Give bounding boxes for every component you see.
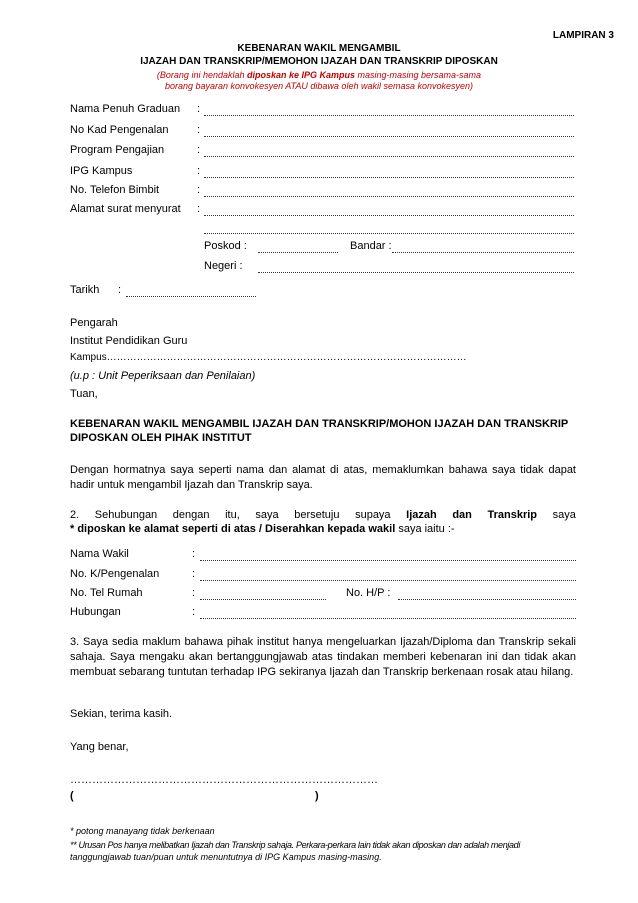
subject-line2: DIPOSKAN OLEH PIHAK INSTITUT bbox=[70, 432, 252, 444]
recipient-attention: (u.p : Unit Peperiksaan dan Penilaian) bbox=[70, 370, 256, 382]
rep-home-tel-field[interactable] bbox=[200, 599, 326, 600]
rep-name-field[interactable] bbox=[200, 560, 576, 561]
closing-thanks: Sekian, terima kasih. bbox=[70, 708, 173, 720]
postcode-field[interactable] bbox=[258, 252, 338, 253]
postcode-label: Poskod : bbox=[204, 240, 247, 252]
colon: : bbox=[197, 203, 201, 215]
colon: : bbox=[192, 548, 196, 560]
rep-relation-field[interactable] bbox=[200, 618, 576, 619]
footnote-2: ** Urusan Pos hanya melibatkan Ijazah dan Transkrip sahaja. Perkara-perkara lain tidak akan diposkan dan adalah menjadi bbox=[70, 840, 520, 850]
state-field[interactable] bbox=[258, 272, 574, 273]
colon: : bbox=[197, 165, 201, 177]
colon: : bbox=[197, 184, 201, 196]
campus-field[interactable] bbox=[204, 177, 574, 178]
form-title-line2: IJAZAH DAN TRANSKRIP/MEMOHON IJAZAH DAN TRANSKRIP DIPOSKAN bbox=[140, 56, 498, 67]
signature-name-open: ( bbox=[70, 790, 74, 802]
rep-ic-label: No. K/Pengenalan bbox=[70, 568, 160, 580]
phone-label: No. Telefon Bimbit bbox=[70, 184, 160, 196]
rep-home-tel-label: No. Tel Rumah bbox=[70, 587, 143, 599]
recipient-campus-line: Kampus……………………………………………………………………………………………… bbox=[70, 352, 467, 363]
closing-sincerely: Yang benar, bbox=[70, 741, 129, 753]
city-field[interactable] bbox=[392, 252, 574, 253]
colon: : bbox=[197, 144, 201, 156]
form-note-line1: (Borang ini hendaklah diposkan ke IPG Kampus masing-masing bersama-sama bbox=[156, 70, 482, 80]
salutation: Tuan, bbox=[70, 388, 98, 400]
footnote-1: * potong manayang tidak berkenaan bbox=[70, 826, 215, 836]
date-label: Tarikh bbox=[70, 284, 100, 296]
phone-field[interactable] bbox=[204, 196, 574, 197]
recipient-line1: Pengarah bbox=[70, 317, 118, 329]
program-label: Program Pengajian bbox=[70, 144, 165, 156]
colon: : bbox=[197, 124, 201, 136]
paragraph-1: Dengan hormatnya saya seperti nama dan alamat di atas, memaklumkan bahawa saya tidak dapat hadir untuk mengambil Ijazah dan Transkrip saya. bbox=[70, 464, 576, 491]
form-note-line2: borang bayaran konvokesyen ATAU dibawa oleh wakil semasa konvokesyen) bbox=[165, 81, 473, 91]
graduate-name-label: Nama Penuh Graduan bbox=[70, 103, 181, 115]
campus-label: IPG Kampus bbox=[70, 165, 133, 177]
rep-hp-label: No. H/P : bbox=[346, 587, 391, 599]
rep-hp-field[interactable] bbox=[398, 599, 576, 600]
signature-name-close: ) bbox=[315, 790, 319, 802]
address-field-line2[interactable] bbox=[204, 233, 574, 234]
rep-name-label: Nama Wakil bbox=[70, 548, 129, 560]
rep-relation-label: Hubungan bbox=[70, 606, 121, 618]
date-field[interactable] bbox=[126, 296, 256, 297]
recipient-line2: Institut Pendidikan Guru bbox=[70, 335, 188, 347]
paragraph-2-line2: * diposkan ke alamat seperti di atas / Diserahkan kepada wakil saya iaitu :- bbox=[70, 523, 455, 535]
signature-line[interactable]: ………………………………………………………………………… bbox=[70, 774, 378, 786]
appendix-label: LAMPIRAN 3 bbox=[552, 30, 614, 41]
program-field[interactable] bbox=[204, 156, 574, 157]
colon: : bbox=[197, 103, 201, 115]
address-label: Alamat surat menyurat bbox=[70, 203, 181, 215]
colon: : bbox=[192, 587, 196, 599]
paragraph-2-line1: 2. Sehubungan dengan itu, saya bersetuju supaya Ijazah dan Transkrip saya bbox=[70, 509, 576, 521]
graduate-ic-label: No Kad Pengenalan bbox=[70, 124, 169, 136]
subject-line1: KEBENARAN WAKIL MENGAMBIL IJAZAH DAN TRANSKRIP/MOHON IJAZAH DAN TRANSKRIP bbox=[70, 418, 569, 430]
paragraph-3: 3. Saya sedia maklum bahawa pihak institut hanya mengeluarkan Ijazah/Diploma dan Transkrip sekali sahaja. Saya mengaku akan bertanggungjawab atas tindakan memberi kebenaran ini dan tidak akan membuat sebarang tuntutan terhadap IPG sekiranya Ijazah dan Transkrip berkenaan rosak atau hilang. bbox=[70, 636, 576, 678]
colon: : bbox=[192, 568, 196, 580]
address-field-line1[interactable] bbox=[204, 215, 574, 216]
graduate-ic-field[interactable] bbox=[204, 136, 574, 137]
colon: : bbox=[118, 284, 122, 296]
rep-ic-field[interactable] bbox=[200, 580, 576, 581]
state-label: Negeri : bbox=[204, 260, 243, 272]
form-title-line1: KEBENARAN WAKIL MENGAMBIL bbox=[237, 43, 401, 54]
colon: : bbox=[192, 606, 196, 618]
city-label: Bandar : bbox=[350, 240, 392, 252]
graduate-name-field[interactable] bbox=[204, 115, 574, 116]
footnote-3: tanggungjawab tuan/puan untuk menuntutnya di IPG Kampus masing-masing. bbox=[70, 852, 382, 862]
